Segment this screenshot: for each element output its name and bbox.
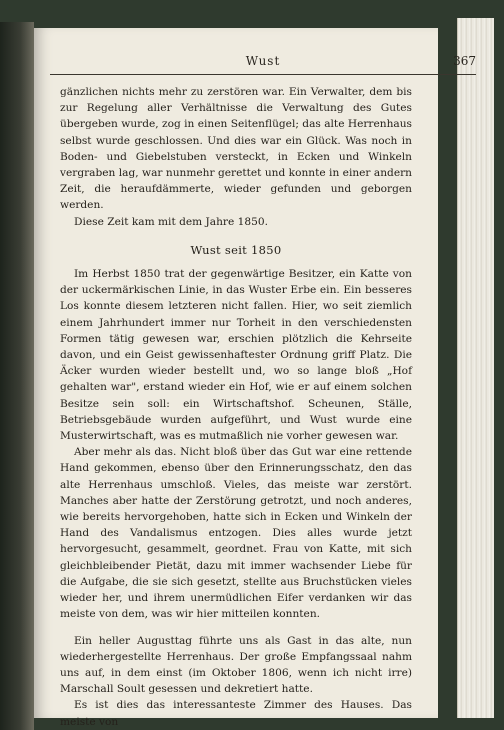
paragraph-gap	[60, 623, 412, 633]
intro-paragraph: gänzlichen nichts mehr zu zerstören war. Ein Verwalter, dem bis zur Regelung aller Verhältnisse die Verwaltung des Gutes übergeben wurde, zog in einen Seitenflügel; das alte Herrenhaus selbst wurde geschlossen. Und dies war ein Glück. Was noch in Boden- und Giebelstuben versteckt, in Ecken und Winkeln vergraben lag, war nunmehr gerettet und konnte in einer andern Zeit, die heraufdämmerte, wieder gefunden und geborgen werden.	[60, 86, 412, 212]
running-title: Wust	[245, 54, 281, 68]
intro-closing-line: Diese Zeit kam mit dem Jahre 1850.	[74, 215, 268, 228]
page-header	[50, 54, 476, 75]
body-paragraph-2: Aber mehr als das. Nicht bloß über das Gut war eine rettende Hand gekommen, ebenso über den Erinnerungsschatz, den das alte Herrenhaus umschloß. Vieles, das meiste war zerstört. Manches aber hatte der Zerstörung getrotzt, und noch anderes, wie bereits hervorgehoben, hatte sich in Ecken und Winkeln der Hand des Vandalismus entzogen. Dies alles wurde jetzt hervorgesucht, gesammelt, geordnet. Frau von Katte, mit sich gleichbleibender Pietät, dazu mit immer wachsender Liebe für die Aufgabe, die sie sich gesetzt, stellte aus Bruchstücken vieles wieder her, und ihrem unermüdlichen Eifer verdanken wir das meiste von dem, was wir hier mitteilen konnten.	[60, 446, 412, 621]
page-edges	[457, 18, 494, 718]
body-paragraph-3: Ein heller Augusttag führte uns als Gast in das alte, nun wiederhergestellte Herrenhaus. Der große Empfangssaal nahm uns auf, in dem einst (im Oktober 1806, wenn ich nicht irre) Marschall Soult gesessen und dekretiert hatte.	[60, 634, 412, 696]
page-body	[60, 84, 412, 730]
body-paragraph-4: Es ist dies das interessanteste Zimmer des Hauses. Das meiste von	[60, 699, 412, 728]
book-binding-left	[0, 22, 34, 730]
page-number: 367	[453, 54, 476, 68]
section-heading: Wust seit 1850	[190, 242, 282, 257]
body-paragraph-1: Im Herbst 1850 trat der gegenwärtige Besitzer, ein Katte von der uckermärkischen Linie, in das Wuster Erbe ein. Ein besseres Los konnte diesem letzteren nicht fallen. Hier, wo seit ziemlich einem Jahrhundert immer nur Torheit in den verschiedensten Formen tätig gewesen war, erschien plötzlich die Kehrseite davon, und ein Geist gewissenhaftester Ordnung griff Platz. Die Äcker wurden wieder bestellt und, wo so lange bloß „Hof gehalten war", erstand wieder ein Hof, wie er auf einem solchen Besitze sein soll: ein Wirtschaftshof. Scheunen, Ställe, Betriebsgebäude wurden aufgeführt, und Wust wurde eine Musterwirtschaft, was es mutmaßlich nie vorher gewesen war.	[60, 268, 412, 443]
